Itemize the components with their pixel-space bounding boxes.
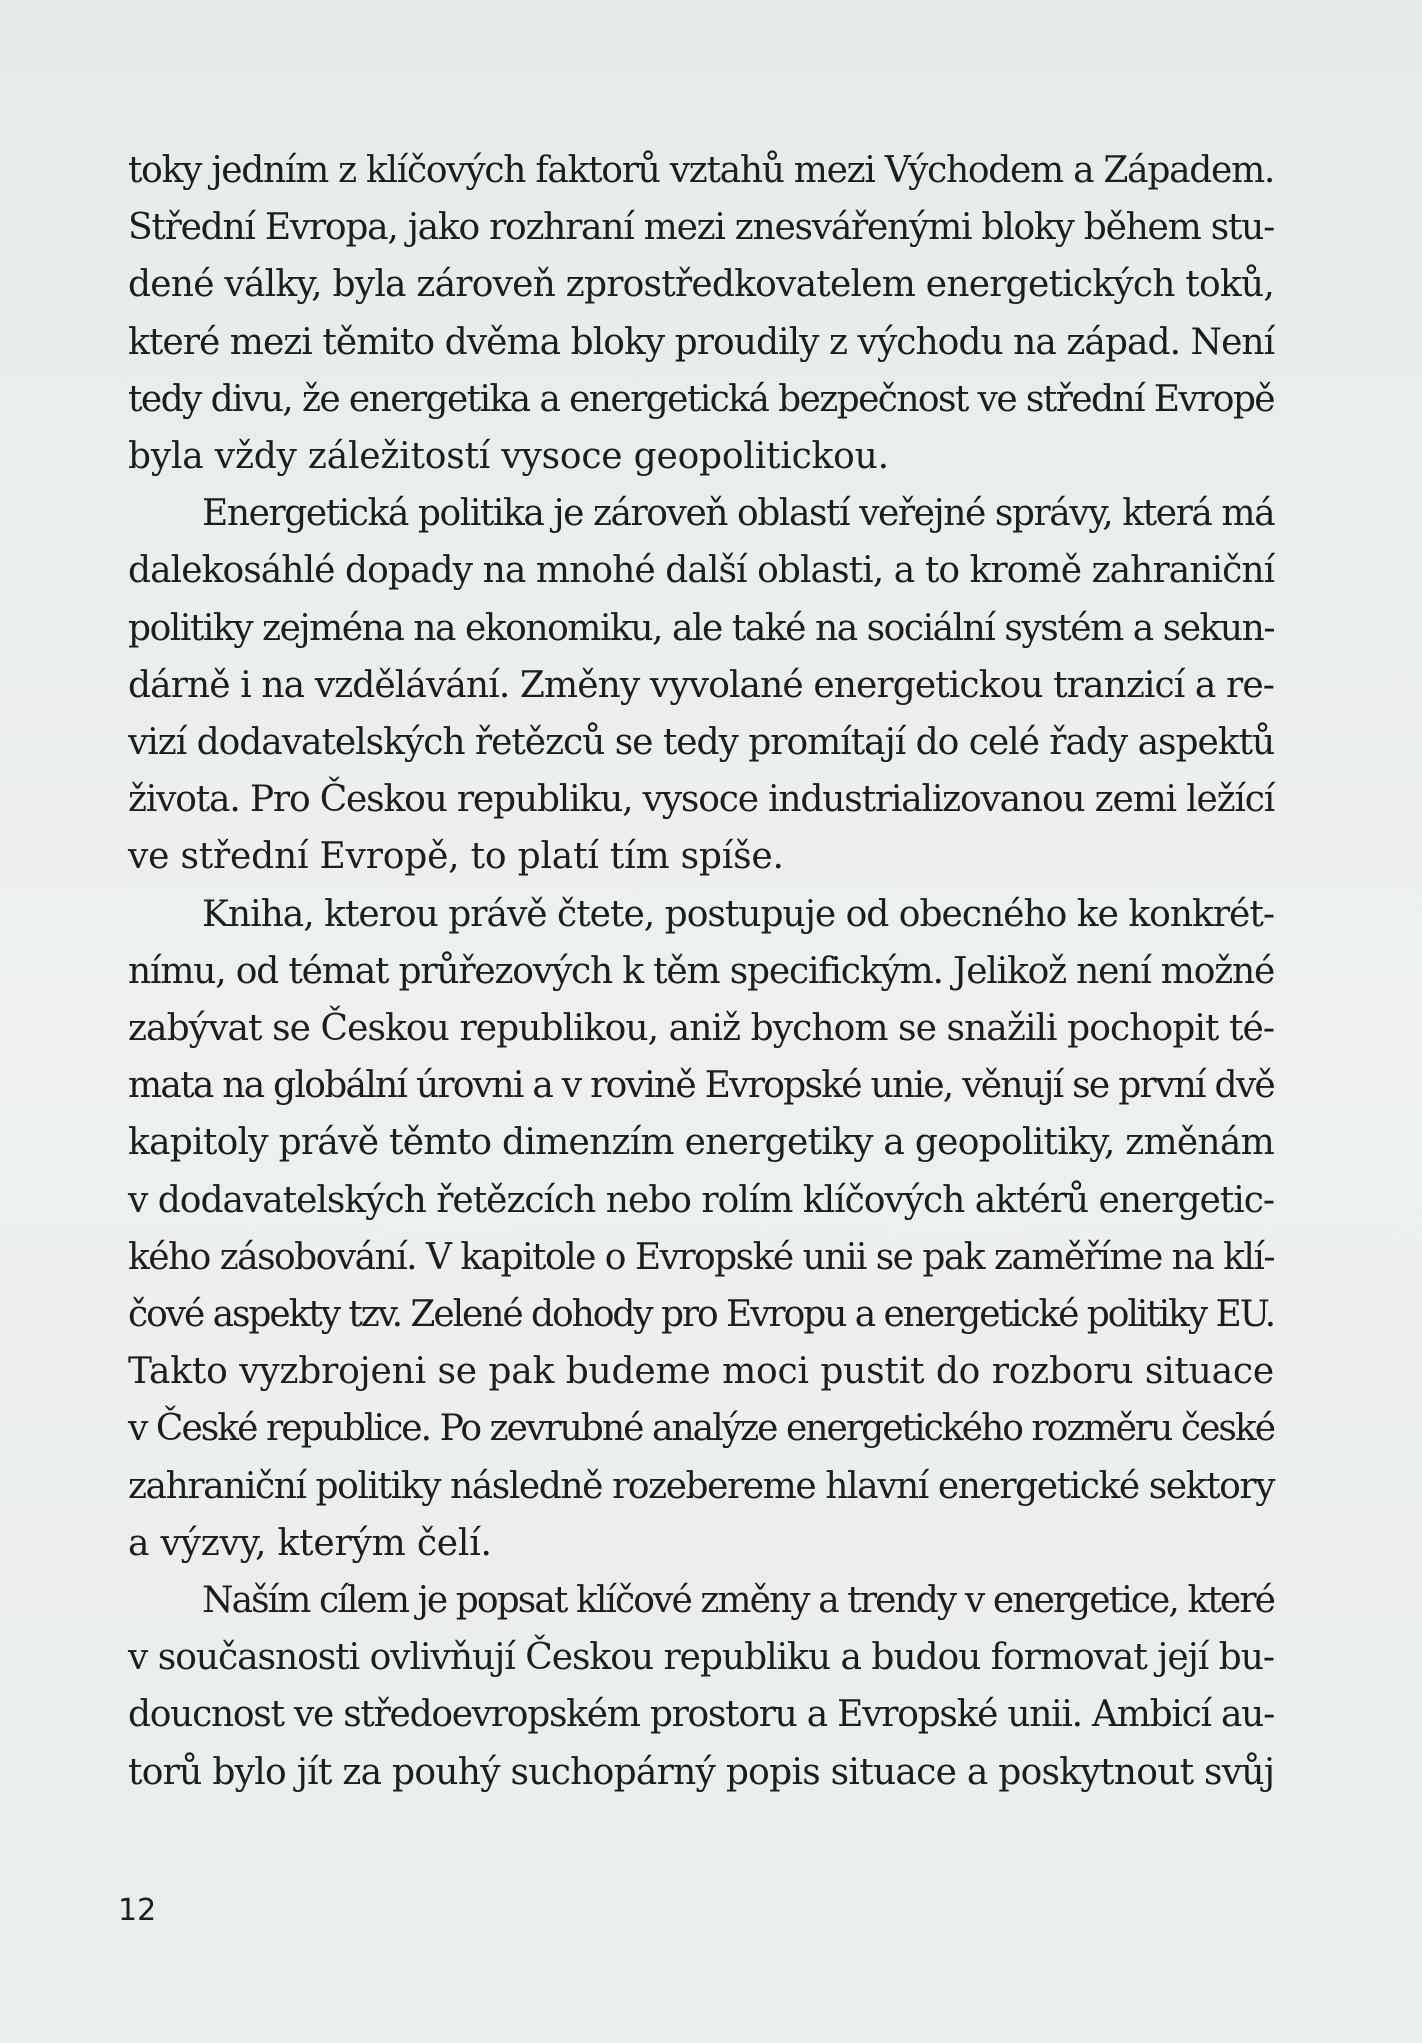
text-line: Energetická politika je zároveň oblastí veřejné správy, která má (202, 493, 1275, 535)
text-line: v České republice. Po zevrubné analýze energetického rozměru české (128, 1408, 1275, 1450)
paragraph (128, 485, 1274, 885)
paragraph (128, 142, 1274, 485)
text-line: čové aspekty tzv. Zelené dohody pro Evropu a energetické politiky EU. (128, 1294, 1274, 1336)
body-text (128, 142, 1274, 1801)
text-line: života. Pro Českou republiku, vysoce industrializovanou zemi ležící (128, 779, 1275, 821)
text-line: kapitoly právě těmto dimenzím energetiky a geopolitiky, změnám (128, 1122, 1274, 1164)
text-line: byla vždy záležitostí vysoce geopolitickou. (128, 436, 889, 478)
text-line: dené války, byla zároveň zprostředkovatelem energetických toků, (128, 264, 1274, 306)
text-line: v dodavatelských řetězcích nebo rolím klíčových aktérů energetic- (128, 1179, 1274, 1221)
text-line: dalekosáhlé dopady na mnohé další oblasti, a to kromě zahraniční (128, 550, 1275, 592)
paragraph (128, 1572, 1274, 1801)
text-line: Naším cílem je popsat klíčové změny a trendy v energetice, které (202, 1580, 1274, 1622)
text-line: a výzvy, kterým čelí. (128, 1522, 492, 1564)
text-line: zahraniční politiky následně rozebereme hlavní energetické sektory (128, 1465, 1275, 1507)
text-line: Kniha, kterou právě čtete, postupuje od obecného ke konkrét- (202, 893, 1274, 935)
text-line: nímu, od témat průřezových k těm specifickým. Jelikož není možné (128, 950, 1275, 992)
text-line: tedy divu, že energetika a energetická bezpečnost ve střední Evropě (128, 378, 1274, 420)
text-line: Střední Evropa, jako rozhraní mezi znesvářenými bloky během stu- (128, 207, 1274, 249)
text-line: Takto vyzbrojeni se pak budeme moci pustit do rozboru situace (128, 1351, 1274, 1393)
text-line: politiky zejména na ekonomiku, ale také na sociální systém a sekun- (128, 607, 1275, 649)
page-number: 12 (118, 1893, 157, 1928)
text-line: toky jedním z klíčových faktorů vztahů mezi Východem a Západem. (128, 150, 1275, 191)
text-line: torů bylo jít za pouhý suchopárný popis situace a poskytnout svůj (128, 1751, 1275, 1793)
text-line: které mezi těmito dvěma bloky proudily z východu na západ. Není (128, 321, 1275, 363)
text-line: mata na globální úrovni a v rovině Evropské unie, věnují se první dvě (128, 1065, 1274, 1107)
text-line: ve střední Evropě, to platí tím spíše. (128, 836, 784, 878)
paragraph (128, 886, 1274, 1572)
text-line: v současnosti ovlivňují Českou republiku a budou formovat její bu- (128, 1637, 1274, 1679)
text-line: vizí dodavatelských řetězců se tedy promítají do celé řady aspektů (128, 722, 1275, 764)
text-line: dárně i na vzdělávání. Změny vyvolané energetickou tranzicí a re- (128, 664, 1274, 706)
text-line: doucnost ve středoevropském prostoru a Evropské unii. Ambicí au- (128, 1694, 1274, 1736)
text-line: kého zásobování. V kapitole o Evropské unii se pak zaměříme na klí- (128, 1236, 1274, 1278)
text-line: zabývat se Českou republikou, aniž bychom se snažili pochopit té- (128, 1008, 1275, 1050)
